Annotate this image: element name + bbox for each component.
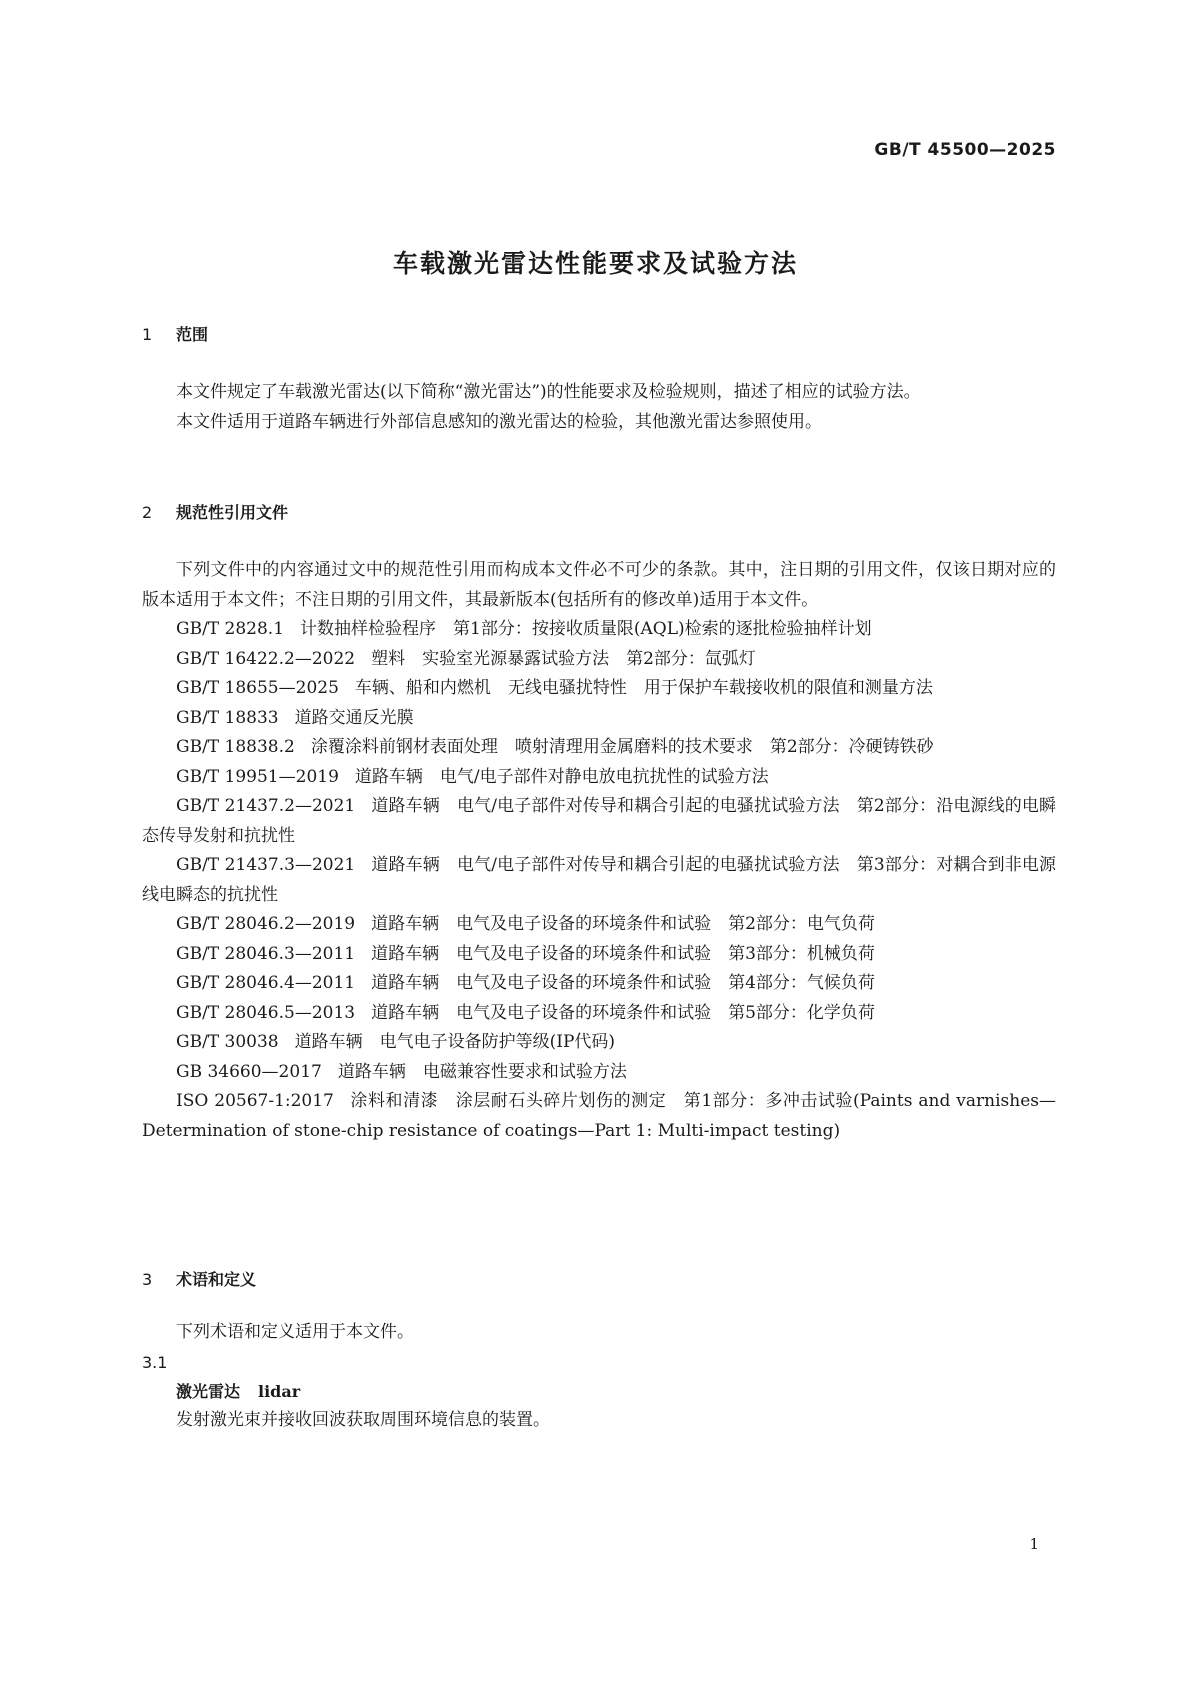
reference-title: 道路车辆 电气/电子部件对传导和耦合引起的电骚扰试验方法 第3部分：对耦合到非电源线电瞬态的抗扰性 (142, 855, 1056, 905)
document-title: 车载激光雷达性能要求及试验方法 (392, 249, 798, 278)
reference-code: ISO 20567-1:2017 (176, 1091, 334, 1111)
reference-item (142, 1087, 1056, 1146)
section-title: 范围 (176, 325, 209, 344)
terms-list (142, 1318, 1056, 1435)
reference-code: GB/T 18838.2 (176, 737, 295, 757)
reference-code: GB/T 28046.5—2013 (176, 1002, 356, 1023)
reference-title: 道路车辆 电气/电子部件对传导和耦合引起的电骚扰试验方法 第2部分：沿电源线的电瞬态传导发射和抗扰性 (142, 796, 1056, 846)
reference-item (142, 1058, 1056, 1088)
reference-title: 道路车辆 电气电子设备防护等级(IP代码) (294, 1032, 616, 1052)
paragraph: 本文件规定了车载激光雷达(以下简称“激光雷达”)的性能要求及检验规则，描述了相应的试验方法。 (176, 382, 921, 402)
section-title: 规范性引用文件 (176, 503, 289, 522)
reference-item (142, 704, 1056, 734)
reference-item (142, 851, 1056, 910)
section-normative-references (142, 500, 1056, 523)
reference-code: GB/T 28046.2—2019 (176, 914, 356, 934)
reference-code: GB/T 16422.2—2022 (176, 648, 356, 669)
section-number: 1 (142, 325, 153, 344)
reference-title: 车辆、船和内燃机 无线电骚扰特性 用于保护车载接收机的限值和测量方法 (354, 678, 933, 698)
reference-title: 道路车辆 电磁兼容性要求和试验方法 (337, 1061, 627, 1082)
reference-code: GB/T 2828.1 (176, 619, 285, 639)
section-title: 术语和定义 (176, 1270, 257, 1289)
terms-intro: 下列术语和定义适用于本文件。 (176, 1322, 414, 1342)
section-heading (142, 500, 1056, 523)
reference-title: 塑料 实验室光源暴露试验方法 第2部分：氙弧灯 (371, 648, 756, 669)
reference-code: GB/T 28046.4—2011 (176, 973, 356, 993)
reference-item (142, 940, 1056, 970)
references-intro: 下列文件中的内容通过文中的规范性引用而构成本文件必不可少的条款。其中，注日期的引用文件，仅该日期对应的版本适用于本文件；不注日期的引用文件，其最新版本(包括所有的修改单)适用于本文件。 (142, 560, 1056, 610)
reference-code: GB/T 18655—2025 (176, 678, 339, 698)
reference-code: GB/T 21437.3—2021 (176, 855, 356, 875)
reference-title: 道路车辆 电气及电子设备的环境条件和试验 第5部分：化学负荷 (371, 1002, 875, 1023)
term-number: 3.1 (142, 1352, 168, 1372)
term-entry (142, 1377, 1056, 1406)
reference-title: 涂料和清漆 涂层耐石头碎片划伤的测定 第1部分：多冲击试验(Paints and varnishes—Determination of stone-chip resistance of coatings—Part 1: Multi-impact testing) (142, 1091, 1056, 1141)
reference-item (142, 763, 1056, 793)
reference-item (142, 910, 1056, 940)
reference-title: 计数抽样检验程序 第1部分：按接收质量限(AQL)检索的逐批检验抽样计划 (300, 619, 872, 639)
section-heading (142, 322, 1056, 345)
section-scope (142, 322, 1056, 345)
standard-code: GB/T 45500—2025 (874, 140, 1056, 160)
section-heading (142, 1267, 1056, 1290)
reference-item (142, 615, 1056, 645)
reference-title: 道路交通反光膜 (294, 707, 414, 728)
reference-title: 道路车辆 电气及电子设备的环境条件和试验 第4部分：气候负荷 (371, 973, 875, 993)
reference-title: 道路车辆 电气及电子设备的环境条件和试验 第2部分：电气负荷 (371, 914, 875, 934)
reference-code: GB/T 28046.3—2011 (176, 943, 356, 964)
page-number: 1 (1029, 1535, 1039, 1553)
reference-item (142, 1028, 1056, 1058)
reference-title: 道路车辆 电气/电子部件对静电放电抗扰性的试验方法 (354, 766, 769, 787)
reference-title: 道路车辆 电气及电子设备的环境条件和试验 第3部分：机械负荷 (371, 943, 875, 964)
reference-item (142, 733, 1056, 763)
paragraph: 本文件适用于道路车辆进行外部信息感知的激光雷达的检验，其他激光雷达参照使用。 (176, 411, 822, 432)
reference-code: GB/T 21437.2—2021 (176, 796, 356, 816)
reference-code: GB 34660—2017 (176, 1061, 322, 1082)
reference-code: GB/T 19951—2019 (176, 766, 339, 787)
reference-code: GB/T 30038 (176, 1032, 279, 1052)
section-number: 3 (142, 1270, 153, 1289)
reference-item (142, 969, 1056, 999)
section-number: 2 (142, 503, 153, 522)
term-zh: 激光雷达 (176, 1381, 241, 1401)
reference-item (142, 999, 1056, 1029)
section-terms (142, 1267, 1056, 1290)
reference-item (142, 674, 1056, 704)
references-list (142, 556, 1056, 1146)
reference-item (142, 792, 1056, 851)
reference-item (142, 645, 1056, 675)
section-scope-body (142, 378, 1056, 437)
reference-title: 涂覆涂料前钢材表面处理 喷射清理用金属磨料的技术要求 第2部分：冷硬铸铁砂 (310, 737, 934, 757)
reference-code: GB/T 18833 (176, 707, 279, 728)
term-definition: 发射激光束并接收回波获取周围环境信息的装置。 (176, 1409, 550, 1430)
term-en: lidar (258, 1381, 301, 1401)
